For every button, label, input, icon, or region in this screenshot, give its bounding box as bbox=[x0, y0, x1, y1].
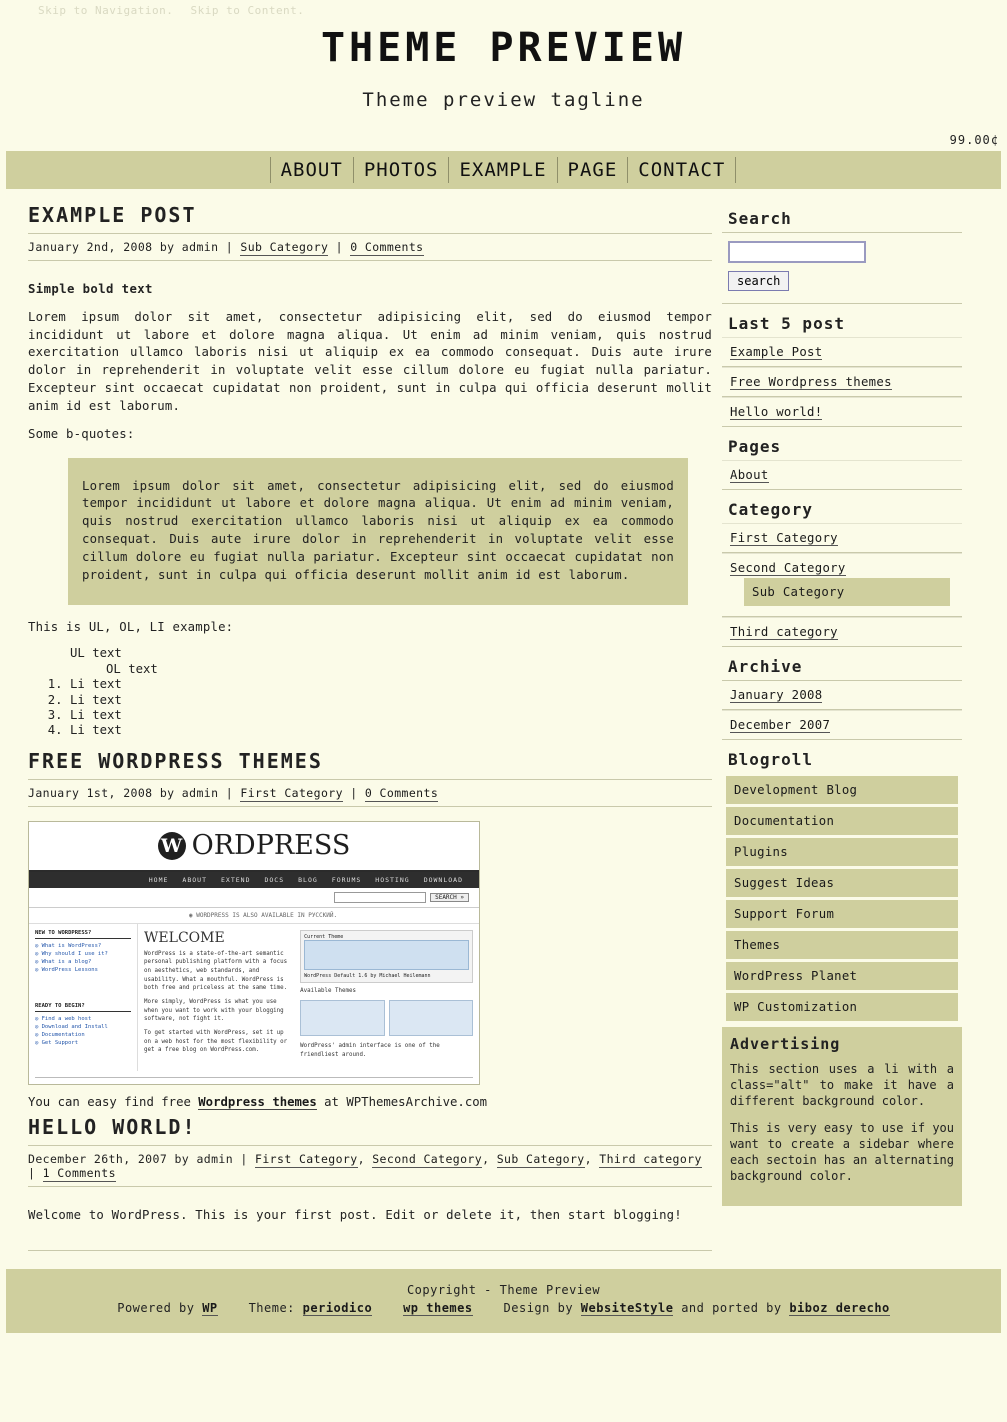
blogroll-link[interactable]: Development Blog bbox=[734, 783, 858, 797]
skip-to-content-link[interactable]: Skip to Content. bbox=[190, 4, 305, 17]
last5-link[interactable]: Free Wordpress themes bbox=[730, 375, 892, 389]
nav-item-photos[interactable] bbox=[353, 157, 450, 183]
screenshot-columns bbox=[29, 924, 479, 1071]
list-item: 2. Li text bbox=[70, 693, 712, 708]
post-meta bbox=[28, 236, 712, 261]
screenshot-right-column bbox=[294, 924, 479, 1071]
footer-copyright: Copyright - Theme Preview bbox=[406, 1283, 601, 1298]
archive-link-december-2007[interactable]: December 2007 bbox=[730, 718, 831, 732]
search-form bbox=[722, 232, 962, 304]
post-title: EXAMPLE POST bbox=[28, 203, 712, 234]
wordpress-themes-link[interactable]: Wordpress themes bbox=[198, 1094, 317, 1109]
meta-separator: | bbox=[342, 785, 365, 800]
sidebar-heading-archive: Archive bbox=[728, 657, 803, 676]
post-date: December 26th, 2007 by admin | bbox=[28, 1151, 256, 1166]
search-button[interactable]: search bbox=[728, 271, 789, 291]
category-link-first[interactable]: First Category bbox=[730, 531, 838, 545]
nav-link-example[interactable]: EXAMPLE bbox=[459, 159, 547, 181]
list-item[interactable] bbox=[722, 617, 962, 647]
sidebar-search-block bbox=[722, 205, 962, 304]
footer-credits bbox=[6, 1301, 1001, 1315]
screenshot-search-input bbox=[334, 892, 426, 903]
blogroll-link[interactable]: Suggest Ideas bbox=[734, 876, 835, 890]
wordpress-logo-icon: W bbox=[158, 832, 186, 860]
post-meta bbox=[28, 782, 712, 807]
skip-to-navigation-link[interactable]: Skip to Navigation. bbox=[38, 4, 174, 17]
list-item: 1. Li text bbox=[70, 677, 712, 692]
list-intro: This is UL, OL, LI example: bbox=[28, 619, 234, 634]
nav-item-contact[interactable] bbox=[627, 157, 736, 183]
last5-link[interactable]: Hello world! bbox=[730, 405, 823, 419]
post-comments-link[interactable]: 0 Comments bbox=[350, 240, 424, 254]
sidebar-heading-category: Category bbox=[728, 500, 814, 519]
list-item[interactable] bbox=[722, 397, 962, 427]
screenshot-current-theme-box bbox=[300, 930, 473, 983]
sidebar-heading-pages: Pages bbox=[728, 437, 782, 456]
sidebar-pages-block bbox=[722, 433, 962, 490]
list-item[interactable] bbox=[726, 869, 958, 897]
post-category-link[interactable]: First Category bbox=[240, 785, 343, 800]
screenshot-nav-item: EXTEND bbox=[221, 875, 251, 884]
post-category-link[interactable]: Third category bbox=[599, 1151, 702, 1166]
post-hello-world bbox=[28, 1115, 712, 1225]
footer-design-link[interactable]: WebsiteStyle bbox=[580, 1301, 674, 1316]
screenshot-theme-thumb bbox=[300, 1000, 384, 1036]
nav-link-page[interactable]: PAGE bbox=[567, 159, 618, 181]
list-item: OL text bbox=[106, 661, 158, 676]
post-body bbox=[28, 261, 712, 739]
nav-link-about[interactable]: ABOUT bbox=[280, 159, 343, 181]
sidebar-heading-blogroll: Blogroll bbox=[728, 750, 814, 769]
list-item[interactable] bbox=[722, 367, 962, 397]
category-link-sub[interactable]: Sub Category bbox=[752, 585, 845, 599]
screenshot-available-themes-label: Available Themes bbox=[300, 987, 356, 994]
last5-link[interactable]: Example Post bbox=[730, 345, 823, 359]
site-tagline: Theme preview tagline bbox=[362, 89, 645, 111]
screenshot-theme-thumb bbox=[389, 1000, 473, 1036]
screenshot-welcome-heading: WELCOME bbox=[144, 929, 225, 946]
post-category-link[interactable]: Sub Category bbox=[496, 1151, 585, 1166]
list-item[interactable] bbox=[722, 680, 962, 710]
footer-wp-link[interactable]: WP bbox=[202, 1301, 218, 1316]
screenshot-theme-thumbs bbox=[300, 1000, 473, 1036]
wordpress-screenshot-image bbox=[28, 821, 480, 1085]
category-sublist bbox=[730, 578, 954, 606]
sidebar-archive-block bbox=[722, 653, 962, 740]
category-link-third[interactable]: Third category bbox=[730, 625, 838, 639]
nav-link-photos[interactable]: PHOTOS bbox=[363, 159, 439, 181]
list-item[interactable] bbox=[726, 776, 958, 804]
post-title: HELLO WORLD! bbox=[28, 1115, 712, 1146]
sidebar-advertising-block bbox=[722, 1027, 962, 1206]
sidebar-heading-advertising: Advertising bbox=[730, 1035, 841, 1053]
list-item[interactable] bbox=[726, 900, 958, 928]
screenshot-nav-item: DOWNLOAD bbox=[423, 875, 463, 884]
blockquote-intro: Some b-quotes: bbox=[28, 426, 135, 441]
nav-item-example[interactable] bbox=[448, 157, 557, 183]
caption-prefix: You can easy find free bbox=[28, 1094, 199, 1109]
post-date: January 2nd, 2008 by admin | bbox=[28, 240, 241, 254]
footer-theme-link[interactable]: periodico bbox=[302, 1301, 373, 1316]
post-date: January 1st, 2008 by admin | bbox=[28, 785, 241, 800]
advertising-paragraph: This section uses a li with a class="alt" to make it have a different background color. bbox=[730, 1062, 954, 1109]
wordpress-logo bbox=[29, 822, 479, 872]
screenshot-paragraph: To get started with WordPress, set it up on a web host for the most flexibility or get a free blog on WordPress.com. bbox=[144, 1030, 288, 1054]
unordered-list bbox=[28, 646, 712, 677]
screenshot-section-heading: READY TO BEGIN? bbox=[35, 1003, 131, 1012]
screenshot-link: ◎ Why should I use it? bbox=[35, 950, 108, 957]
blogroll-link[interactable]: WP Customization bbox=[734, 1000, 858, 1014]
screenshot-search-button: SEARCH » bbox=[430, 893, 469, 902]
nav-item-page[interactable] bbox=[557, 157, 629, 183]
screenshot-box-title: Current Theme bbox=[304, 933, 344, 940]
list-item[interactable] bbox=[726, 993, 958, 1021]
post-example-post bbox=[28, 203, 712, 739]
screenshot-paragraph: WordPress is a state-of-the-art semantic personal publishing platform with a focus on aesthetics, web standards, and usability. What a mouthful. WordPress is both free and priceless at the same time. bbox=[144, 950, 288, 992]
main-content bbox=[6, 189, 722, 1251]
nested-list bbox=[70, 662, 712, 677]
post-category-link[interactable]: Sub Category bbox=[240, 240, 329, 254]
ordered-list bbox=[28, 677, 712, 738]
site-title: THEME PREVIEW bbox=[320, 25, 687, 71]
themes-caption bbox=[28, 1095, 712, 1109]
post-title: FREE WORDPRESS THEMES bbox=[28, 749, 712, 780]
post-bold-text: Simple bold text bbox=[28, 282, 153, 296]
page-link-about[interactable]: About bbox=[730, 468, 769, 482]
screenshot-middle-column bbox=[138, 924, 294, 1071]
footer-ported-prefix: and ported by bbox=[673, 1301, 790, 1316]
blogroll-link[interactable]: WordPress Planet bbox=[734, 969, 858, 983]
screenshot-nav-item: DOCS bbox=[264, 875, 285, 884]
footer-ported-link[interactable]: biboz derecho bbox=[789, 1301, 890, 1316]
nav-link-contact[interactable]: CONTACT bbox=[638, 159, 726, 181]
screenshot-link: ◎ Download and Install bbox=[35, 1023, 108, 1030]
sidebar bbox=[722, 189, 962, 1206]
screenshot-nav-item: HOME bbox=[148, 875, 169, 884]
footer-theme-prefix: Theme: bbox=[248, 1301, 303, 1316]
screenshot-link: ◎ Get Support bbox=[35, 1039, 79, 1046]
caption-suffix: at WPThemesArchive.com bbox=[316, 1094, 488, 1109]
list-item[interactable] bbox=[722, 337, 962, 367]
list-item[interactable] bbox=[744, 578, 950, 606]
category-link-second[interactable]: Second Category bbox=[730, 561, 846, 575]
list-item[interactable] bbox=[722, 460, 962, 490]
list-item[interactable] bbox=[722, 710, 962, 740]
list-demo bbox=[28, 646, 712, 738]
meta-separator: | bbox=[28, 1165, 43, 1180]
screenshot-nav-item: FORUMS bbox=[331, 875, 362, 884]
screenshot-caption: WordPress' admin interface is one of the friendliest around. bbox=[300, 1043, 440, 1058]
sidebar-blogroll-block bbox=[722, 746, 962, 1021]
list-item: 3. Li text bbox=[70, 708, 712, 723]
sidebar-last5-block bbox=[722, 310, 962, 427]
screenshot-searchbar bbox=[29, 888, 479, 908]
post-blockquote bbox=[68, 458, 688, 605]
post-paragraph: Welcome to WordPress. This is your first post. Edit or delete it, then start blogging! bbox=[28, 1207, 682, 1222]
screenshot-nav-item: ABOUT bbox=[182, 875, 207, 884]
screenshot-link: ◎ Documentation bbox=[35, 1031, 85, 1038]
footer-powered-prefix: Powered by bbox=[117, 1301, 203, 1316]
post-comments-link[interactable]: 1 Comments bbox=[42, 1165, 116, 1180]
screenshot-theme-thumb bbox=[304, 940, 469, 970]
screenshot-nav bbox=[29, 872, 479, 888]
blogroll-link[interactable]: Themes bbox=[734, 938, 781, 952]
screenshot-link: ◎ What is a blog? bbox=[35, 958, 92, 965]
post-paragraph: Lorem ipsum dolor sit amet, consectetur adipisicing elit, sed do eiusmod tempor incididunt ut labore et dolore magna aliqua. Ut enim ad minim veniam, quis nostrud exercitation ullamco laboris nisi ut aliquip ex ea commodo consequat. Duis aute irure dolor in reprehenderit in voluptate velit esse cillum dolore eu fugiat nulla pariatur. Excepteur sint occaecat cupidatat non proident, sunt in culpa qui officia deserunt mollit anim id est laborum. bbox=[28, 309, 712, 413]
site-footer bbox=[6, 1269, 1001, 1333]
list-item[interactable] bbox=[726, 931, 958, 959]
footer-wp-themes-link[interactable]: wp themes bbox=[403, 1301, 473, 1316]
screenshot-box-subtitle: WordPress Default 1.6 by Michael Heilemann bbox=[304, 972, 431, 979]
list-item: UL text bbox=[70, 646, 122, 661]
blogroll-link[interactable]: Plugins bbox=[734, 845, 788, 859]
sidebar-heading-last5: Last 5 post bbox=[728, 314, 845, 333]
sidebar-category-block bbox=[722, 496, 962, 647]
post-category-link[interactable]: Second Category bbox=[372, 1151, 483, 1166]
price-label: 99.00¢ bbox=[949, 133, 999, 147]
blogroll-link[interactable]: Support Forum bbox=[734, 907, 835, 921]
screenshot-link: ◎ WordPress Lessons bbox=[35, 966, 98, 973]
post-body bbox=[28, 1187, 712, 1225]
screenshot-notice: ◉ WORDPRESS IS ALSO AVAILABLE IN РУССКИЙ. bbox=[29, 908, 479, 924]
screenshot-nav-item: BLOG bbox=[298, 875, 318, 884]
wordpress-logo-text: ORDPRESS bbox=[191, 830, 351, 862]
post-free-wordpress-themes bbox=[28, 749, 712, 1109]
meta-separator: | bbox=[328, 240, 351, 254]
advertising-paragraph: This is very easy to use if you want to create a sidebar where each sectoin has an alternating background color. bbox=[730, 1120, 954, 1184]
content-divider bbox=[28, 1250, 712, 1251]
list-item[interactable] bbox=[726, 807, 958, 835]
blogroll-link[interactable]: Documentation bbox=[734, 814, 835, 828]
screenshot-link: ◎ Find a web host bbox=[35, 1015, 92, 1022]
list-item[interactable] bbox=[722, 553, 962, 617]
search-input[interactable] bbox=[728, 241, 866, 263]
page-container bbox=[0, 189, 1007, 1251]
list-item: 4. Li text bbox=[70, 723, 712, 738]
sidebar-heading-search: Search bbox=[728, 209, 792, 228]
post-comments-link[interactable]: 0 Comments bbox=[364, 785, 439, 800]
screenshot-nav-item: HOSTING bbox=[375, 875, 410, 884]
list-item[interactable] bbox=[722, 523, 962, 553]
blockquote-text: Lorem ipsum dolor sit amet, consectetur adipisicing elit, sed do eiusmod tempor incididunt ut labore et dolore magna aliqua. Ut enim ad minim veniam, quis nostrud exercitation ullamco laboris nisi ut aliquip ex ea commodo consequat. Duis aute irure dolor in reprehenderit in voluptate velit esse cillum dolore eu fugiat nulla pariatur. Excepteur sint occaecat cupidatat non proident, sunt in culpa qui officia deserunt mollit anim id est laborum. bbox=[82, 478, 674, 582]
list-item[interactable] bbox=[726, 838, 958, 866]
skip-links bbox=[0, 0, 1007, 17]
post-category-link[interactable]: First Category bbox=[255, 1151, 358, 1166]
screenshot-left-column bbox=[29, 924, 138, 1071]
post-meta: December 26th, 2007 by admin | First Category, Second Category, Sub Category, Third category | 1 Comments bbox=[28, 1148, 712, 1187]
list-item[interactable] bbox=[726, 962, 958, 990]
nav-item-about[interactable] bbox=[270, 157, 354, 183]
archive-link-january-2008[interactable]: January 2008 bbox=[730, 688, 823, 702]
screenshot-section-heading: NEW TO WORDPRESS? bbox=[35, 930, 131, 939]
main-navigation bbox=[6, 151, 1001, 189]
screenshot-divider bbox=[35, 1077, 473, 1078]
footer-design-prefix: Design by bbox=[503, 1301, 581, 1316]
screenshot-link: ◎ What is WordPress? bbox=[35, 942, 102, 949]
screenshot-paragraph: More simply, WordPress is what you use when you want to work with your blogging software, not fight it. bbox=[144, 999, 284, 1023]
